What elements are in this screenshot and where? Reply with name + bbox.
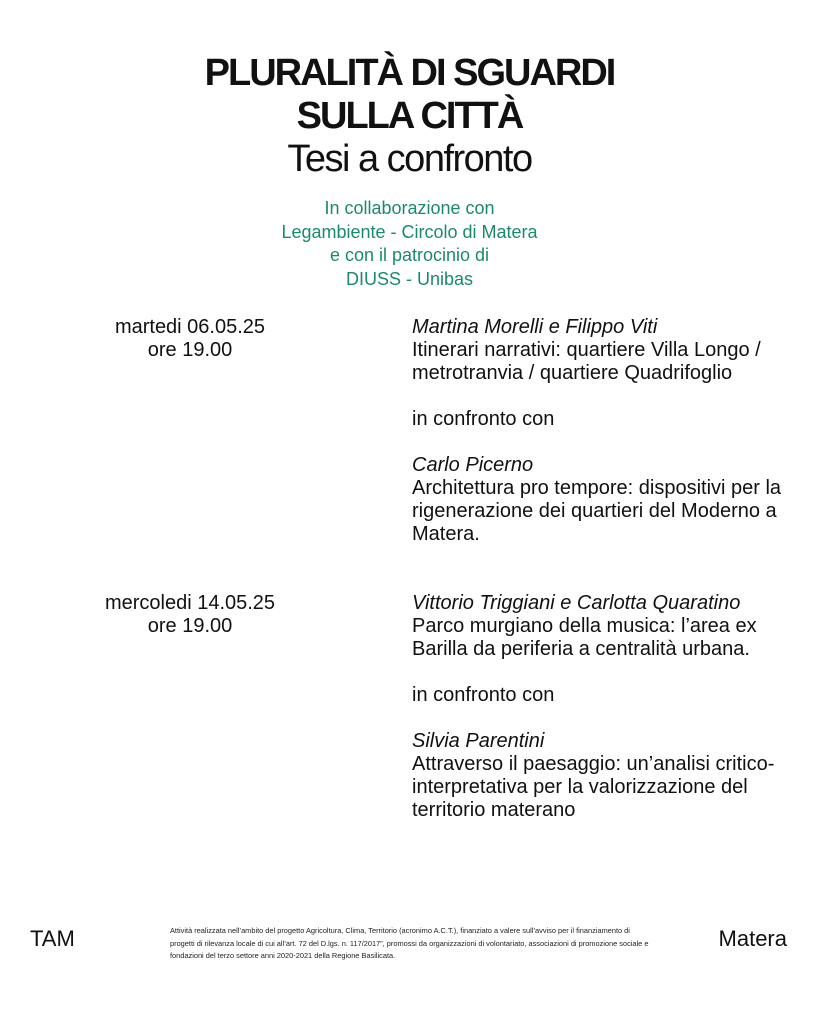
title-line-3: Tesi a confronto [287, 138, 532, 180]
poster-title [0, 52, 819, 181]
collaboration-block [0, 197, 819, 291]
talk-author: Vittorio Triggiani e Carlotta Quaratino [412, 592, 741, 614]
event-time: ore 19.00 [147, 615, 233, 637]
talk-author: Martina Morelli e Filippo Viti [412, 316, 658, 338]
event-day: mercoledi 14.05.25 [104, 592, 276, 614]
event-talks [412, 592, 782, 822]
talk-title: Itinerari narrativi: quartiere Villa Longo / metrotranvia / quartiere Quadrifoglio [412, 339, 761, 384]
event-date [60, 592, 320, 638]
collaboration-line-3: e con il patrocinio di [329, 245, 490, 265]
talk-author: Carlo Picerno [412, 454, 534, 476]
event-day: martedi 06.05.25 [114, 316, 266, 338]
event-talks [412, 316, 782, 546]
talk-title: Attraverso il paesaggio: un’analisi critico-interpretativa per la valorizzazione del territorio materano [412, 753, 775, 821]
title-line-1: PLURALITÀ DI SGUARDI [204, 52, 615, 94]
collaboration-line-4: DIUSS - Unibas [345, 268, 474, 289]
talk-title: Architettura pro tempore: dispositivi per la rigenerazione dei quartieri del Moderno a Matera. [412, 477, 782, 545]
talk-connector: in confronto con [412, 684, 555, 706]
matera-logo: Matera [718, 926, 787, 951]
event-date [60, 316, 320, 362]
funding-disclaimer: Attività realizzata nell’ambito del progetto Agricoltura, Clima, Territorio (acronimo A.C.T.), finanziato a valere sull’avviso per il finanziamento di progetti di rilevanza locale di cui all’art. 72 del D.lgs. n. 117/2017”, promossi da organizzazioni di volontariato, associazioni di promozione sociale e fondazioni del terzo settore anni 2020-2021 della Regione Basilicata. [170, 926, 649, 961]
talk-author: Silvia Parentini [412, 730, 545, 752]
talk-connector: in confronto con [412, 408, 555, 430]
event-time: ore 19.00 [147, 339, 233, 361]
collaboration-line-1: In collaborazione con [324, 198, 495, 218]
talk-title: Parco murgiano della musica: l’area ex Barilla da periferia a centralità urbana. [412, 615, 757, 660]
collaboration-line-2: Legambiente - Circolo di Matera [281, 221, 538, 242]
title-line-2: SULLA CITTÀ [296, 95, 523, 137]
tam-logo: TAM [30, 926, 75, 951]
